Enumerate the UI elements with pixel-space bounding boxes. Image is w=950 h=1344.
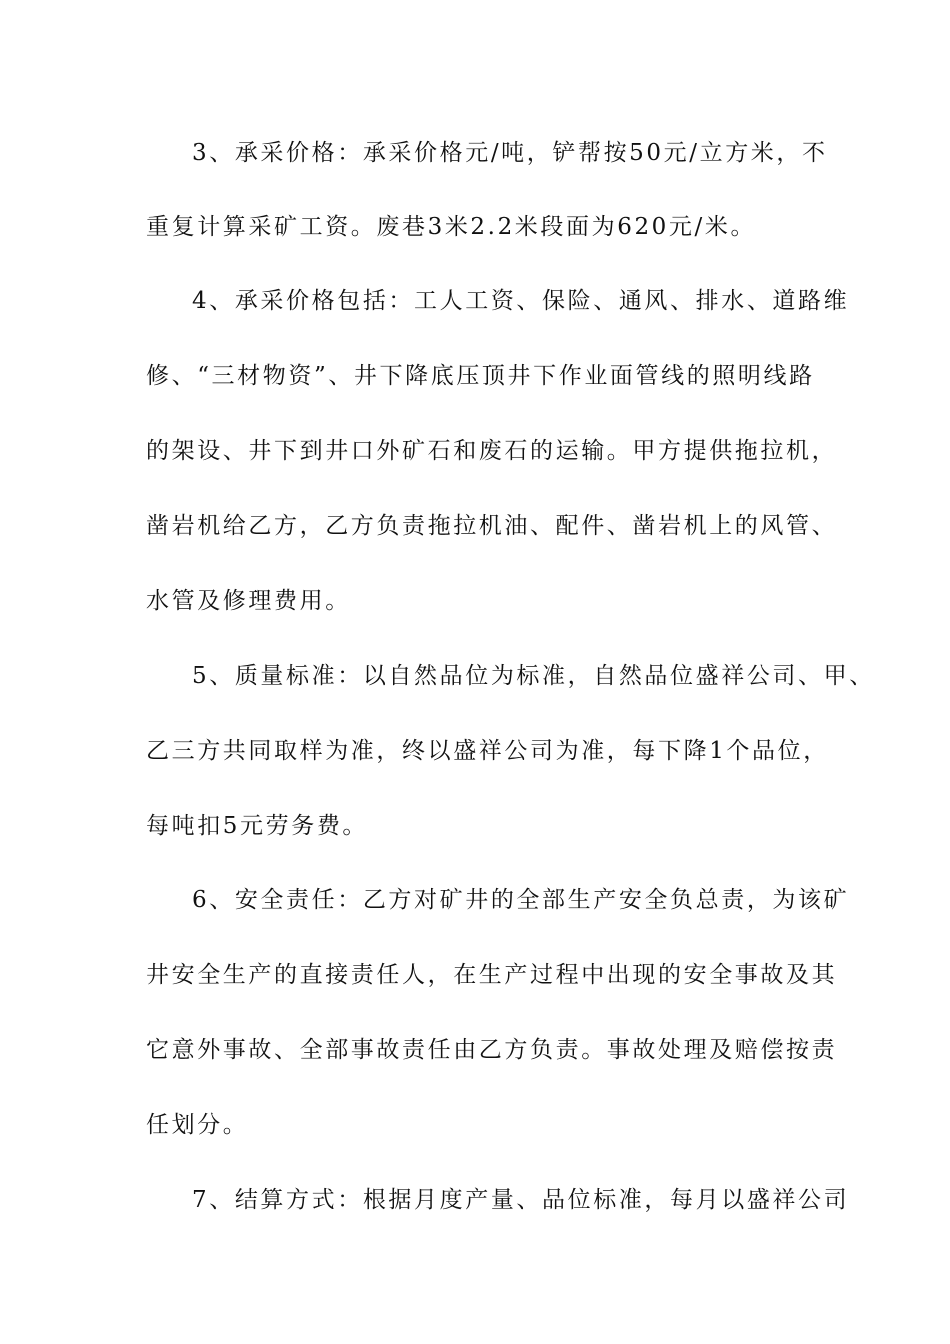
text-line: 每吨扣5元劳务费。 xyxy=(146,813,369,839)
text-line: 重复计算采矿工资。废巷3米2.2米段面为620元/米。 xyxy=(146,214,757,240)
text-line: 凿岩机给乙方，乙方负责拖拉机油、配件、凿岩机上的风管、 xyxy=(146,513,838,539)
text-line: 井安全生产的直接责任人，在生产过程中出现的安全事故及其 xyxy=(146,962,838,988)
text-line: 的架设、井下到井口外矿石和废石的运输。甲方提供拖拉机， xyxy=(146,438,838,464)
text-line: 乙三方共同取样为准，终以盛祥公司为准，每下降1个品位， xyxy=(146,738,829,764)
text-line: 修、“三材物资”、井下降底压顶井下作业面管线的照明线路 xyxy=(146,363,815,389)
text-line: 3、承采价格：承采价格元/吨，铲帮按50元/立方米，不 xyxy=(192,140,828,166)
text-line: 7、结算方式：根据月度产量、品位标准，每月以盛祥公司 xyxy=(192,1187,850,1213)
text-line: 任划分。 xyxy=(146,1112,249,1138)
text-line: 水管及修理费用。 xyxy=(146,588,351,614)
text-line: 6、安全责任：乙方对矿井的全部生产安全负总责，为该矿 xyxy=(192,887,850,913)
text-line: 5、质量标准：以自然品位为标准，自然品位盛祥公司、甲、 xyxy=(192,663,875,689)
text-line: 它意外事故、全部事故责任由乙方负责。事故处理及赔偿按责 xyxy=(146,1037,838,1063)
text-line: 4、承采价格包括：工人工资、保险、通风、排水、道路维 xyxy=(192,288,850,314)
